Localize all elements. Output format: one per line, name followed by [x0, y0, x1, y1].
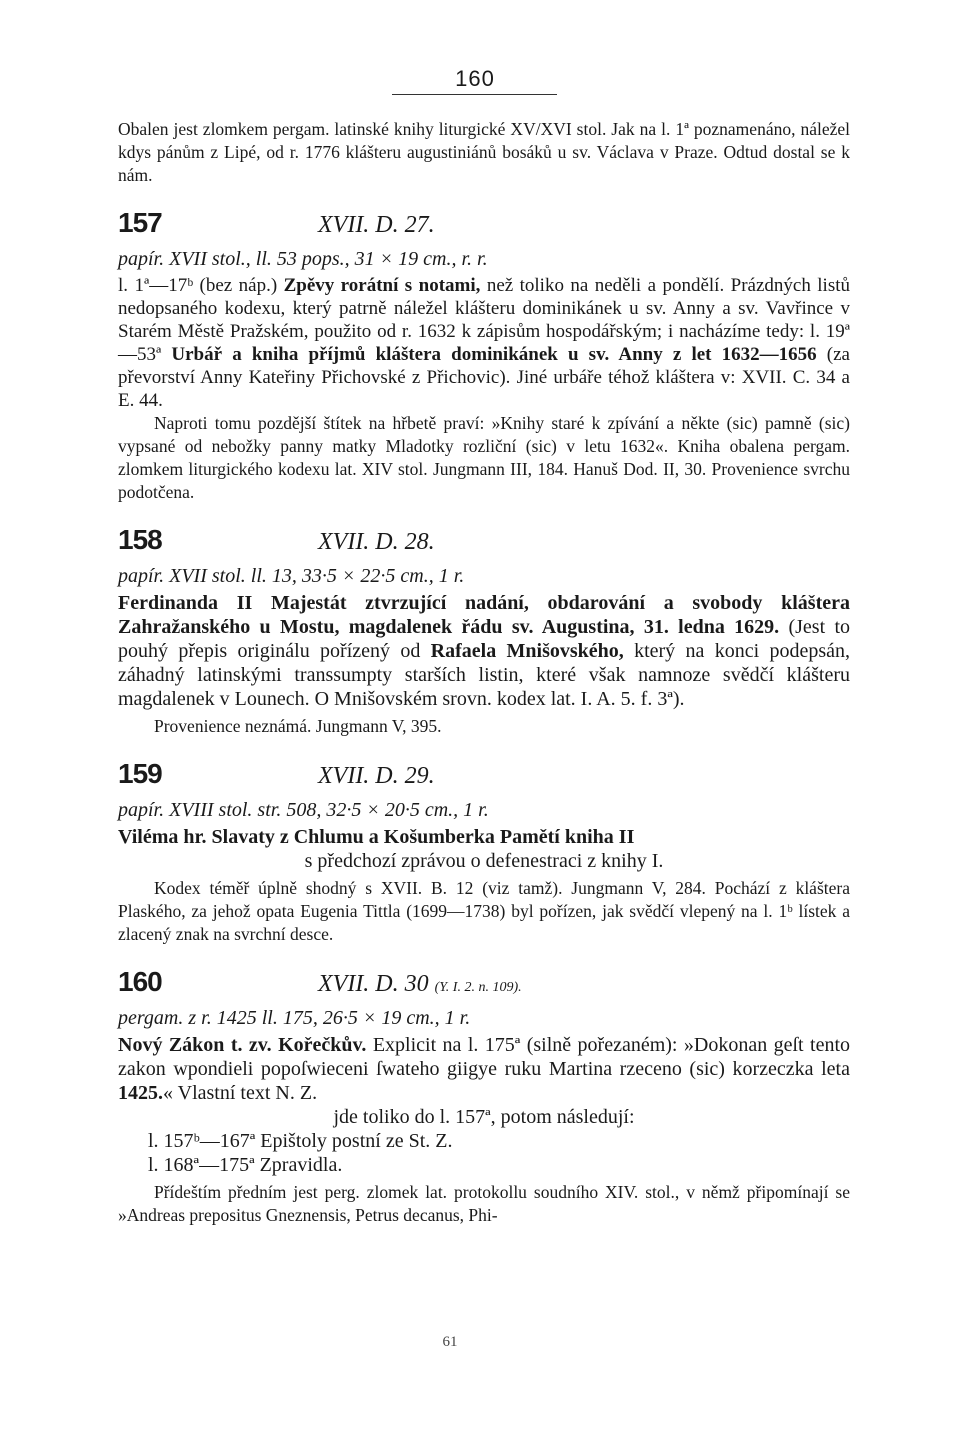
entry-heading	[118, 758, 850, 798]
entry-note: Provenience neznámá. Jungmann V, 395.	[154, 716, 442, 736]
body-segment: (Jest to pouhý přepis originálu pořízený od	[118, 616, 850, 662]
old-signature: (Y. I. 2. n. 109).	[434, 980, 522, 995]
body-segment-bold: Ferdinanda II Majestát ztvrzující nadání, obdarování a svobody kláštera Zahražanského u Mostu, magdalenek řádu sv. Augustina, 31. ledna 1629.	[118, 592, 850, 638]
entry-body	[118, 274, 850, 412]
intro-paragraph: Obalen jest zlomkem pergam. latinské knihy liturgické XV/XVI stol. Jak na l. 1ª poznamenáno, náležel kdys pánům z Lipé, od r. 1776 klášteru augustiniánů bosáků u sv. Václava v Praze. Odtud dostal se k nám.	[118, 119, 850, 185]
body-segment: Explicit na l. 175ª (silně pořezaném): »Dokonan geſt tento zakon wpondieli popoſwieceni ſwateho giigye ruku Martina rzeceno (sic) korzeczka leta	[118, 1034, 851, 1080]
entry-160	[118, 966, 851, 1227]
body-segment: který na konci podepsán, záhadný latinskými transsumpty starších listin, které však namnoze svědčí klášteru magdalenek v Lounech. O Mnišovském srovn. kodex lat. I. A. 5. f. 3ª).	[118, 640, 850, 710]
body-segment-bold: Nový Zákon t. zv. Kořečkův.	[118, 1034, 367, 1056]
page-content	[118, 118, 850, 1227]
body-segment: « Vlastní text N. Z.	[163, 1082, 318, 1104]
page-number-rule	[392, 94, 557, 95]
content-list-item: l. 168ª—175ª Zpravidla.	[148, 1154, 343, 1176]
body-segment-bold: Rafaela Mnišovského,	[430, 640, 624, 662]
entry-note: Kodex téměř úplně shodný s XVII. B. 12 (viz tamž). Jungmann V, 284. Pochází z kláštera Plaského, za jehož opata Eugenia Tittla (1699—1738) byl pořízen, jak svědčí vlepený na l. 1ᵇ lístek a zlacený znak na svrchní desce.	[118, 878, 850, 944]
entry-body	[118, 1033, 850, 1105]
shelf-signature: XVII. D. 27.	[318, 212, 435, 238]
shelf-signature: XVII. D. 28.	[318, 529, 435, 555]
entry-body-center: jde toliko do l. 157ª, potom následují:	[333, 1106, 635, 1128]
body-segment: než toliko na neděli a pondělí. Prázdných listů nedopsaného kodexu, který patrně náležel klášteru dominikánek u sv. Anny a sv. Vavřince v Starém Městě Pražském, použito od r. 1632 k zápisům hospodářským; i nacházíme tedy: l. 19ª—53ª	[118, 275, 850, 365]
entry-heading	[118, 207, 850, 247]
body-segment: l. 1ª—17ᵇ (bez náp.)	[118, 275, 284, 296]
entry-number: 160	[118, 966, 162, 997]
entry-number: 157	[118, 207, 162, 238]
entry-note: Přídeštím předním jest perg. zlomek lat. protokollu soudního XIV. stol., v němž připomínají se »Andreas prepositus Gneznensis, Petrus decanus, Phi-	[118, 1182, 850, 1225]
physical-description: papír. XVIII stol. str. 508, 32·5 × 20·5 cm., 1 r.	[118, 799, 489, 821]
entry-heading	[118, 966, 850, 1006]
body-segment-bold: Urbář a kniha příjmů kláštera dominikánek u sv. Anny z let 1632—1656	[171, 344, 817, 365]
physical-description: pergam. z r. 1425 ll. 175, 26·5 × 19 cm., 1 r.	[118, 1007, 471, 1029]
entry-number: 158	[118, 524, 162, 555]
shelf-signature: XVII. D. 29.	[318, 763, 435, 789]
physical-description: papír. XVII stol., ll. 53 pops., 31 × 19 cm., r. r.	[118, 248, 488, 270]
content-list-item: l. 157ᵇ—167ª Epištoly postní ze St. Z.	[148, 1130, 453, 1152]
entry-158	[118, 524, 850, 738]
entry-body	[118, 591, 850, 711]
entry-subtitle: s předchozí zprávou o defenestraci z knihy I.	[304, 850, 664, 872]
body-segment: (za převorství Anny Kateřiny Přichovské z Přichovic). Jiné urbáře téhož kláštera v: XVII. C. 34 a E. 44.	[118, 344, 850, 411]
entry-title: Viléma hr. Slavaty z Chlumu a Košumberka Pamětí kniha II	[118, 826, 635, 848]
footer-signature-number: 61	[442, 1334, 458, 1350]
entry-157	[118, 207, 850, 504]
entry-note: Naproti tomu pozdější štítek na hřbetě praví: »Knihy staré k zpívání a někte (sic) pamně (sic) vypsané od nebožky panny matky Mladotky rozliční (sic) v letu 1632«. Kniha obalena pergam. zlomkem liturgického kodexu lat. XIV stol. Jungmann III, 184. Hanuš Dod. II, 30. Provenience svrchu podotčena.	[118, 413, 850, 502]
body-segment-bold: Zpěvy rorátní s notami,	[283, 275, 481, 296]
body-segment-bold: 1425.	[118, 1082, 163, 1104]
entry-heading	[118, 524, 850, 564]
shelf-signature: XVII. D. 30	[318, 971, 429, 997]
page-number: 160	[455, 66, 495, 91]
physical-description: papír. XVII stol. ll. 13, 33·5 × 22·5 cm., 1 r.	[118, 565, 465, 587]
entry-number: 159	[118, 758, 162, 789]
entry-159	[118, 758, 850, 946]
